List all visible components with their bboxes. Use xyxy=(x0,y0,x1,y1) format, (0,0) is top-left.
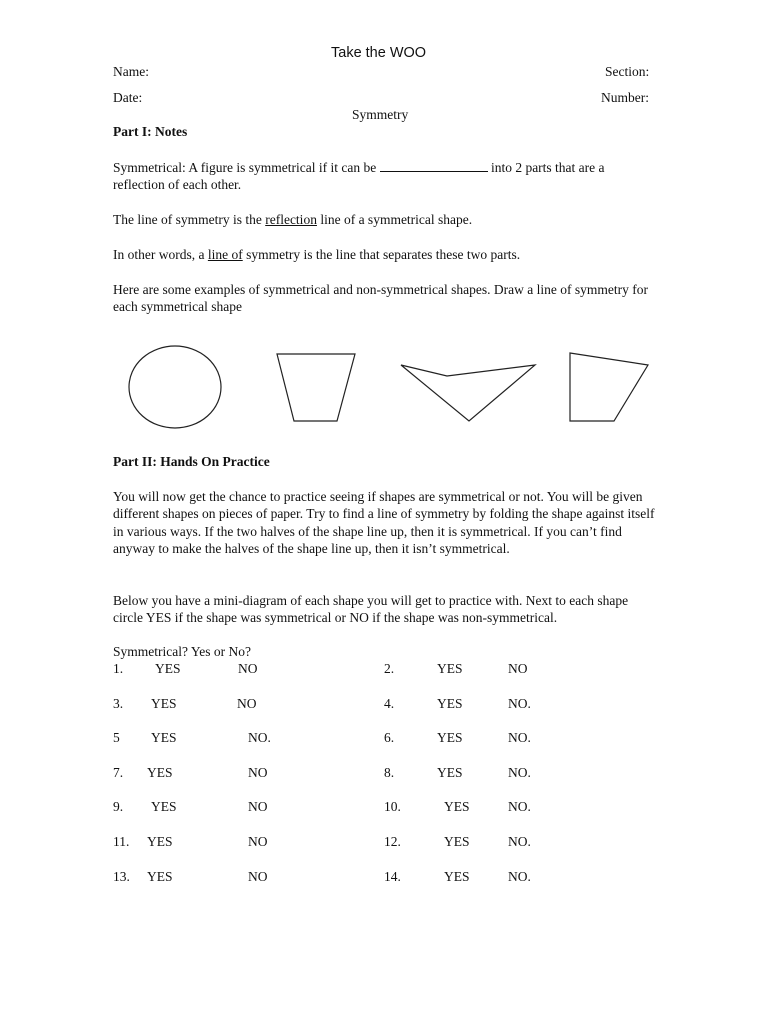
answer-number: 4. xyxy=(384,696,395,711)
reflection-text-start: The line of symmetry is the xyxy=(113,212,262,227)
reflection-text-end: line of a symmetrical shape. xyxy=(320,212,473,227)
no-option[interactable]: NO xyxy=(248,869,268,884)
no-option[interactable]: NO xyxy=(248,799,268,814)
yes-option[interactable]: YES xyxy=(147,834,173,849)
no-option[interactable]: NO. xyxy=(508,799,531,814)
answer-number: 1. xyxy=(113,661,124,676)
trapezoid-shape xyxy=(277,354,355,421)
no-option[interactable]: NO xyxy=(248,765,268,780)
yes-option[interactable]: YES xyxy=(147,869,173,884)
no-option[interactable]: NO xyxy=(508,661,528,676)
yes-option[interactable]: YES xyxy=(151,799,177,814)
yes-option[interactable]: YES xyxy=(151,730,177,745)
yes-option[interactable]: YES xyxy=(437,696,463,711)
answer-number: 13. xyxy=(113,869,130,884)
no-option[interactable]: NO xyxy=(248,834,268,849)
no-option[interactable]: NO. xyxy=(508,730,531,745)
page-title: Take the WOO xyxy=(331,45,427,61)
yes-option[interactable]: YES xyxy=(444,799,470,814)
yes-option[interactable]: YES xyxy=(437,730,463,745)
yes-option[interactable]: YES xyxy=(151,696,177,711)
name-label: Name: xyxy=(113,64,149,79)
answer-number: 8. xyxy=(384,765,395,780)
other-words-underlined: line of xyxy=(207,247,243,262)
answer-number: 5 xyxy=(113,730,120,745)
examples-paragraph: Here are some examples of symmetrical and non-symmetrical shapes. Draw a line of symmetry for each symmetrical shape xyxy=(113,282,648,315)
answer-number: 9. xyxy=(113,799,124,814)
instructions-paragraph: Below you have a mini-diagram of each shape you will get to practice with. Next to each shape circle YES if the shape was symmetrical or NO if the shape was non-symmetrical. xyxy=(113,593,629,626)
answer-number: 10. xyxy=(384,799,401,814)
no-option[interactable]: NO. xyxy=(508,696,531,711)
yes-option[interactable]: YES xyxy=(437,661,463,676)
yes-option[interactable]: YES xyxy=(437,765,463,780)
answer-number: 6. xyxy=(384,730,395,745)
section-label: Section: xyxy=(605,64,650,79)
irregular-quadrilateral-shape xyxy=(570,353,648,421)
answer-number: 7. xyxy=(113,765,124,780)
definition-text-end: into 2 parts that are a reflection of each other. xyxy=(113,160,605,193)
answer-number: 12. xyxy=(384,834,401,849)
answer-number: 11. xyxy=(113,834,130,849)
part1-heading: Part I: Notes xyxy=(113,124,188,139)
part2-heading: Part II: Hands On Practice xyxy=(113,454,270,469)
number-label: Number: xyxy=(601,90,649,105)
definition-text-start: Symmetrical: A figure is symmetrical if it can be xyxy=(113,160,377,175)
other-words-end: symmetry is the line that separates these two parts. xyxy=(246,247,521,262)
date-label: Date: xyxy=(113,90,143,105)
other-words-start: In other words, a xyxy=(113,247,205,262)
no-option[interactable]: NO. xyxy=(508,869,531,884)
no-option[interactable]: NO xyxy=(238,661,258,676)
arrowhead-shape xyxy=(401,365,535,421)
yes-option[interactable]: YES xyxy=(444,869,470,884)
answer-number: 3. xyxy=(113,696,124,711)
answer-number: 2. xyxy=(384,661,395,676)
yes-option[interactable]: YES xyxy=(147,765,173,780)
practice-paragraph: You will now get the chance to practice seeing if shapes are symmetrical or not. You will be given different shapes on pieces of paper. Try to find a line of symmetry by folding the shape against itself in various ways. If the two halves of the shape line up, then it is symmetrical. If you can’t find anyway to make the halves of the shape line up, then it isn’t symmetrical. xyxy=(113,489,655,556)
question-label: Symmetrical? Yes or No? xyxy=(113,644,251,659)
no-option[interactable]: NO. xyxy=(508,834,531,849)
yes-option[interactable]: YES xyxy=(444,834,470,849)
no-option[interactable]: NO. xyxy=(508,765,531,780)
circle-shape xyxy=(129,346,221,428)
no-option[interactable]: NO xyxy=(237,696,257,711)
answer-number: 14. xyxy=(384,869,401,884)
subject-heading: Symmetry xyxy=(352,107,409,122)
yes-option[interactable]: YES xyxy=(155,661,181,676)
reflection-underlined: reflection xyxy=(265,212,317,227)
no-option[interactable]: NO. xyxy=(248,730,271,745)
